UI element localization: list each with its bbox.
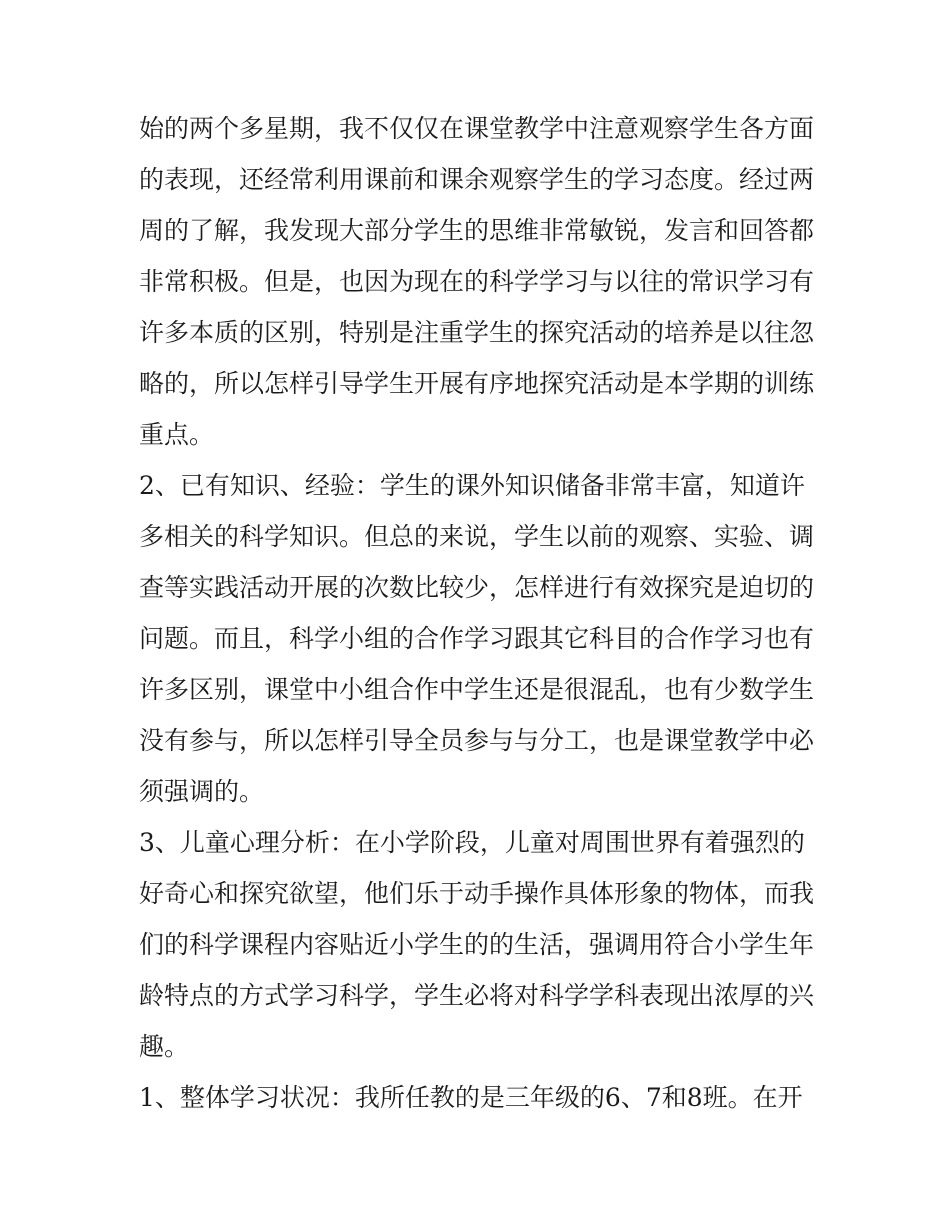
- text-line: 非常积极。但是，也因为现在的科学学习与以往的常识学习有: [139, 267, 815, 296]
- text-line: 查等实践活动开展的次数比较少，怎样进行有效探究是迫切的: [139, 573, 815, 602]
- text-line: 没有参与，所以怎样引导全员参与与分工，也是课堂教学中必: [139, 726, 815, 755]
- paragraph-overall-status: [139, 1072, 814, 1123]
- text-line: 略的，所以怎样引导学生开展有序地探究活动是本学期的训练: [139, 369, 815, 398]
- text-line: 问题。而且，科学小组的合作学习跟其它科目的合作学习也有: [139, 624, 815, 653]
- paragraph-child-psychology: [139, 817, 814, 1072]
- text-line: 趣。: [139, 1032, 190, 1061]
- text-line: 龄特点的方式学习科学，学生必将对科学学科表现出浓厚的兴: [139, 981, 815, 1010]
- text-line: 3、儿童心理分析：在小学阶段，儿童对周围世界有着强烈的: [139, 828, 805, 857]
- document-body: [139, 103, 814, 1123]
- text-line: 许多区别，课堂中小组合作中学生还是很混乱，也有少数学生: [139, 675, 815, 704]
- text-line: 始的两个多星期，我不仅仅在课堂教学中注意观察学生各方面: [139, 114, 815, 143]
- paragraph-overall-status-continued: [139, 103, 814, 460]
- text-line: 的表现，还经常利用课前和课余观察学生的学习态度。经过两: [139, 165, 815, 194]
- text-line: 须强调的。: [139, 777, 265, 806]
- text-line: 周的了解，我发现大部分学生的思维非常敏锐，发言和回答都: [139, 216, 815, 245]
- text-line: 多相关的科学知识。但总的来说，学生以前的观察、实验、调: [139, 522, 815, 551]
- text-line: 们的科学课程内容贴近小学生的的生活，强调用符合小学生年: [139, 930, 815, 959]
- text-line: 1、整体学习状况：我所任教的是三年级的6、7和8班。在开: [139, 1083, 803, 1112]
- text-line: 许多本质的区别，特别是注重学生的探究活动的培养是以往忽: [139, 318, 815, 347]
- paragraph-prior-knowledge: [139, 460, 814, 817]
- text-line: 重点。: [139, 420, 215, 449]
- text-line: 好奇心和探究欲望，他们乐于动手操作具体形象的物体，而我: [139, 879, 815, 908]
- text-line: 2、已有知识、经验：学生的课外知识储备非常丰富，知道许: [139, 471, 805, 500]
